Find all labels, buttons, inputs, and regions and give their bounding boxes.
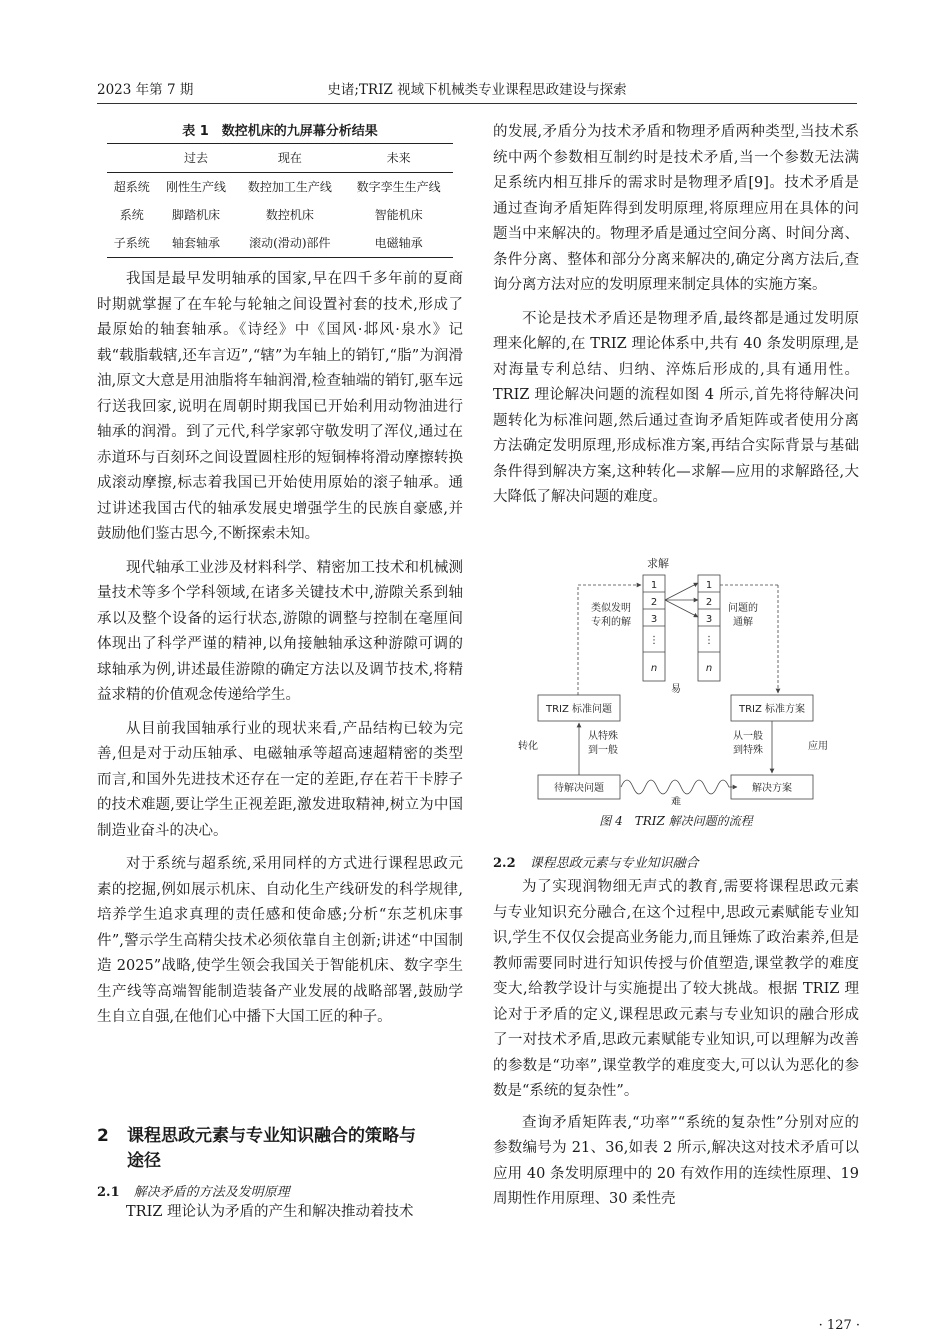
table-cell: 子系统 [113,236,150,250]
label-apply: 应用 [808,741,828,752]
stack-item: 2 [650,597,658,608]
journal-issue: 2023 年第 7 期 [97,82,194,98]
label-gen2spec-1: 从一般 [733,731,763,742]
stack-item: n [705,663,713,674]
box-solution-label: 解决方案 [752,783,792,794]
label-general-1: 问题的 [728,603,758,614]
subsection-title: 解决矛盾的方法及发明原理 [133,1185,290,1200]
right-column-lower [493,875,859,1219]
label-spec2gen-1: 从特殊 [588,731,618,742]
figure-caption: 图 4 TRIZ 解决问题的流程 [599,814,753,828]
section-number: 2 [97,1126,109,1146]
box-std-solution-label: TRIZ 标准方案 [738,704,806,715]
table-cell: 数控加工生产线 [247,180,332,194]
table-cell: 数字孪生生产线 [356,180,441,194]
coiled-arrow [621,780,737,794]
label-solve: 求解 [647,557,669,570]
header-rule [97,103,857,104]
table-cell: 轴套轴承 [171,236,220,250]
subsection-number: 2.1 [97,1185,120,1200]
body-paragraph: 我国是最早发明轴承的国家,早在四千多年前的夏商时期就掌握了在车轮与轮轴之间设置衬套的技术,形成了最原始的轴套轴承。《诗经》中《国风·邶风·泉水》记载“载脂载辖,还车言迈”,“辖”为车轴上的销钉,“脂”为润滑油,原文大意是用油脂将车轴润滑,检查轴端的销钉,驱车远行送我回家,说明在周朝时期我国已开始利用动物油进行轴承的润滑。到了元代,科学家郭守敬发明了浑仪,通过在赤道环与百刻环之间设置圆柱形的短铜棒将滑动摩擦转换成滚动摩擦,标志着我国已开始使用原始的滚子轴承。通过讲述我国古代的轴承发展史增强学生的民族自豪感,并鼓励他们鉴古思今,不断探索未知。 [97,271,463,542]
triz-flow-diagram [493,555,859,805]
body-paragraph: 从目前我国轴承行业的现状来看,产品结构已较为完善,但是对于动压轴承、电磁轴承等超高速超精密的类型而言,和国外先进技术还存在一定的差距,存在若干卡脖子的技术难题,要让学生正视差距,激发进取精神,树立为中国制造业奋斗的决心。 [97,720,463,839]
section-title-line1: 课程思政元素与专业知识融合的策略与 [127,1126,416,1146]
stack-item: ⋮ [649,635,659,646]
running-header [97,78,857,100]
label-spec2gen-2: 到一般 [588,745,618,756]
table-header-cell: 未来 [386,151,411,165]
right-stack [698,575,720,681]
running-title: 史诸;TRIZ 视域下机械类专业课程思政建设与探索 [327,82,627,98]
table-cell: 智能机床 [374,208,423,222]
stack-item: 1 [705,580,713,591]
table-header-row [107,144,453,173]
left-column [97,267,463,1039]
table-cell: 脚踏机床 [171,208,220,222]
body-paragraph: 为了实现润物细无声式的教育,需要将课程思政元素与专业知识充分融合,在这个过程中,思政元素赋能专业知识,学生不仅仅会提高业务能力,而且锤炼了政治素养,但是教师需要同时进行知识传授与价值塑造,课堂教学的难度变大,给教学设计与实施提出了较大挑战。根据 TRIZ 理论对于矛盾的定义,课程思政元素与专业知识的融合形成了一对技术矛盾,思政元素赋能专业知识,可以理解为改善的参数是“功率”,课堂教学的难度变大,可以认为恶化的参数是“系统的复杂性”。 [493,879,859,1099]
body-paragraph: 不论是技术矛盾还是物理矛盾,最终都是通过发明原理来化解的,在 TRIZ 理论体系中,共有 40 条发明原理,是对海量专利总结、归纳、淬炼后形成的,具有通用性。TRIZ 理论解决问题的流程如图 4 所示,首先将待解决问题转化为标准问题,然后通过查询矛盾矩阵或者使用分离方法确定发明原理,形成标准方案,再结合实际背景与基础条件得到解决方案,这种转化—求解—应用的求解路径,大大降低了解决问题的难度。 [493,310,859,505]
section-intro [97,1200,463,1226]
stack-item: ⋮ [704,635,714,646]
label-similar-1: 类似发明 [591,603,631,614]
table-cell: 系统 [119,208,144,222]
body-paragraph: TRIZ 理论认为矛盾的产生和解决推动着技术 [126,1204,414,1220]
table-cell: 超系统 [113,180,150,194]
box-std-problem-label: TRIZ 标准问题 [545,704,613,715]
body-paragraph: 查询矛盾矩阵表,“功率”“系统的复杂性”分别对应的参数编号为 21、36,如表 2 所示,解决这对技术矛盾可以应用 40 条发明原理中的 20 有效作用的连续性原理、19 周期性作用原理、30 柔性壳 [493,1114,859,1207]
table-row [107,173,453,202]
label-similar-2: 专利的解 [591,617,631,628]
body-paragraph: 对于系统与超系统,采用同样的方式进行课程思政元素的挖掘,例如展示机床、自动化生产线研发的科学规律,培养学生追求真理的责任感和使命感;分析“东芝机床事件”,警示学生高精尖技术必须依靠自主创新;讲述“中国制造 2025”战略,使学生领会我国关于智能机床、数字孪生生产线等高端智能制造装备产业发展的战略部署,鼓励学生自立自强,在他们心中播下大国工匠的种子。 [97,856,463,1025]
table-cell: 刚性生产线 [165,180,226,194]
body-paragraph: 的发展,矛盾分为技术矛盾和物理矛盾两种类型,当技术系统中两个参数相互制约时是技术矛盾,当一个参数无法满足系统内相互排斥的需求时是物理矛盾[9]。技术矛盾是通过查询矛盾矩阵得到发明原理,将原理应用在具体的问题当中来解决的。物理矛盾是通过空间分离、时间分离、条件分离、整体和部分分离来解决的,确定分离方法后,查询分离方法对应的发明原理来制定具体的实施方案。 [493,124,859,293]
subsection-title: 课程思政元素与专业知识融合 [529,856,699,871]
label-hard: 难 [671,797,681,805]
table-cell: 数控机床 [265,208,314,222]
page-number: · 127 · [818,1318,860,1333]
stack-item: 3 [705,614,713,625]
section-title-line2: 途径 [127,1151,161,1171]
right-column-upper [493,120,859,519]
table-cell: 电磁轴承 [374,236,423,250]
subsection-number: 2.2 [493,856,516,871]
label-gen2spec-2: 到特殊 [733,745,763,756]
left-stack [643,575,665,681]
nine-screen-table [107,143,453,258]
table-cell: 滚动(滑动)部件 [249,236,331,250]
stack-item: 1 [650,580,658,591]
label-general-2: 通解 [733,617,753,628]
subsection-heading [493,852,699,871]
stack-item: 2 [705,597,713,608]
section-heading [97,1124,463,1174]
body-paragraph: 现代轴承工业涉及材料科学、精密加工技术和机械测量技术等多个学科领域,在诸多关键技术中,游隙关系到轴承以及整个设备的运行状态,游隙的调整与控制在毫厘间体现出了科学严谨的精神,以角接触轴承这种游隙可调的球轴承为例,讲述最佳游隙的确定方法以及调节技术,将精益求精的价值观念传递给学生。 [97,559,463,703]
subsection-heading [97,1181,290,1200]
stack-item: n [650,663,658,674]
label-easy: 易 [671,684,681,695]
table-header-cell: 现在 [277,151,302,165]
table-caption: 表 1 数控机床的九屏幕分析结果 [182,124,378,139]
box-problem-label: 待解决问题 [554,783,604,794]
table-header-cell: 过去 [183,151,208,165]
stack-item: 3 [650,614,658,625]
table-row [107,229,453,258]
table-header-cell [107,144,156,173]
label-transform: 转化 [518,741,538,752]
table-row [107,201,453,229]
